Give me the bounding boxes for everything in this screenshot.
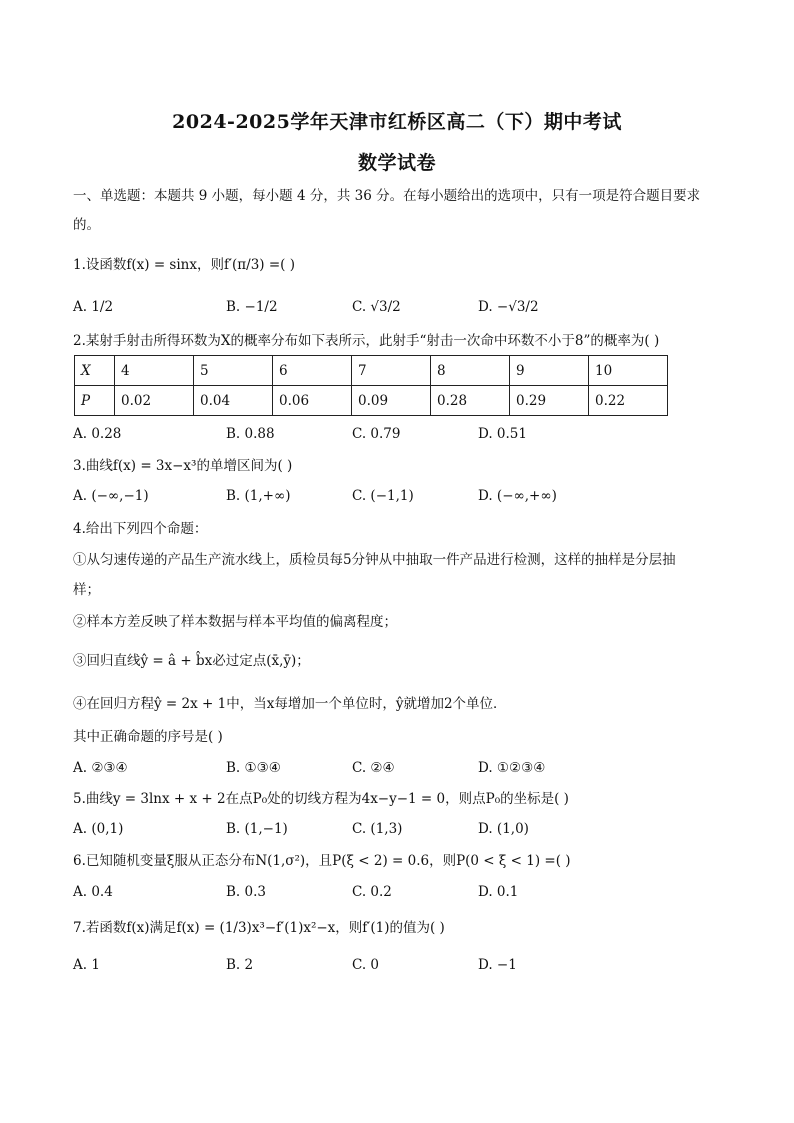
- option-a[interactable]: A. 0.4: [73, 884, 113, 900]
- question-7-options: [73, 955, 733, 975]
- option-c[interactable]: C. 0.2: [352, 884, 392, 900]
- option-b[interactable]: B. 2: [226, 957, 254, 973]
- option-a[interactable]: A. (0,1): [73, 821, 124, 837]
- table-cell: 0.02: [115, 386, 194, 416]
- question-7-stem: 7.若函数f(x)满足f(x) = (1/3)x³−f′(1)x²−x，则f′(1)的值为( ): [73, 920, 445, 936]
- table-cell: 0.29: [510, 386, 589, 416]
- option-c[interactable]: C. (−1,1): [352, 488, 414, 504]
- table-cell: P: [75, 386, 115, 416]
- option-d[interactable]: D. −√3/2: [478, 299, 539, 315]
- table-cell: 0.06: [273, 386, 352, 416]
- question-3-stem: 3.曲线f(x) = 3x−x³的单增区间为( ): [73, 458, 293, 474]
- option-c[interactable]: C. √3/2: [352, 299, 401, 315]
- option-c[interactable]: C. 0.79: [352, 426, 401, 442]
- question-3-options: [73, 486, 733, 506]
- question-4-stem: 4.给出下列四个命题：: [73, 521, 208, 537]
- option-b[interactable]: B. 0.3: [226, 884, 266, 900]
- question-6-options: [73, 882, 733, 902]
- statement-4: ④在回归方程ŷ = 2x + 1中，当x每增加一个单位时，ŷ就增加2个单位．: [73, 696, 507, 712]
- table-cell: 4: [115, 356, 194, 386]
- option-c[interactable]: C. (1,3): [352, 821, 403, 837]
- option-a[interactable]: A. (−∞,−1): [73, 488, 149, 504]
- section-heading: 一、单选题：本题共 9 小题，每小题 4 分，共 36 分。在每小题给出的选项中，只有一项是符合题目要求: [73, 188, 701, 204]
- option-b[interactable]: B. ①③④: [226, 760, 281, 776]
- statement-3: ③回归直线ŷ = â + b̂x必过定点(x̄,ȳ)；: [73, 653, 310, 669]
- question-5-stem: 5.曲线y = 3lnx + x + 2在点P₀处的切线方程为4x−y−1 = 0，则点P₀的坐标是( ): [73, 791, 569, 807]
- option-b[interactable]: B. (1,+∞): [226, 488, 291, 504]
- table-cell: 10: [589, 356, 668, 386]
- table-row-x: [75, 356, 668, 386]
- table-cell: X: [75, 356, 115, 386]
- table-cell: 0.28: [431, 386, 510, 416]
- table-cell: 6: [273, 356, 352, 386]
- question-5-options: [73, 819, 733, 839]
- option-d[interactable]: D. 0.51: [478, 426, 527, 442]
- option-d[interactable]: D. 0.1: [478, 884, 519, 900]
- option-d[interactable]: D. ①②③④: [478, 760, 546, 776]
- option-c[interactable]: C. 0: [352, 957, 380, 973]
- table-cell: 5: [194, 356, 273, 386]
- question-1-stem: 1.设函数f(x) = sinx，则f′(π/3) =( ): [73, 257, 296, 273]
- question-1-options: [73, 297, 733, 317]
- question-2-options: [73, 424, 733, 444]
- table-cell: 0.22: [589, 386, 668, 416]
- option-a[interactable]: A. ②③④: [73, 760, 128, 776]
- table-cell: 7: [352, 356, 431, 386]
- statement-2: ②样本方差反映了样本数据与样本平均值的偏离程度；: [73, 614, 397, 630]
- option-a[interactable]: A. 1: [73, 957, 100, 973]
- question-4-options: [73, 758, 733, 778]
- table-cell: 0.04: [194, 386, 273, 416]
- option-c[interactable]: C. ②④: [352, 760, 395, 776]
- probability-table: [74, 355, 668, 416]
- question-4-prompt: 其中正确命题的序号是( ): [73, 729, 223, 745]
- option-b[interactable]: B. 0.88: [226, 426, 275, 442]
- question-6-stem: 6.已知随机变量ξ服从正态分布N(1,σ²)，且P(ξ < 2) = 0.6，则P(0 < ξ < 1) =( ): [73, 853, 571, 869]
- exam-title: 2024-2025学年天津市红桥区高二（下）期中考试: [172, 111, 622, 133]
- table-cell: 9: [510, 356, 589, 386]
- section-heading-cont: 的。: [73, 217, 100, 233]
- option-b[interactable]: B. −1/2: [226, 299, 278, 315]
- statement-1-cont: 样；: [73, 582, 100, 598]
- table-cell: 8: [431, 356, 510, 386]
- option-d[interactable]: D. −1: [478, 957, 517, 973]
- option-b[interactable]: B. (1,−1): [226, 821, 288, 837]
- option-a[interactable]: A. 0.28: [73, 426, 122, 442]
- statement-1: ①从匀速传递的产品生产流水线上，质检员每5分钟从中抽取一件产品进行检测，这样的抽样是分层抽: [73, 552, 676, 568]
- table-row-p: [75, 386, 668, 416]
- option-d[interactable]: D. (−∞,+∞): [478, 488, 557, 504]
- exam-subtitle: 数学试卷: [357, 152, 436, 174]
- question-2-stem: 2.某射手射击所得环数为X的概率分布如下表所示，此射手“射击一次命中环数不小于8”的概率为( ): [73, 333, 660, 349]
- option-d[interactable]: D. (1,0): [478, 821, 529, 837]
- table-cell: 0.09: [352, 386, 431, 416]
- option-a[interactable]: A. 1/2: [73, 299, 114, 315]
